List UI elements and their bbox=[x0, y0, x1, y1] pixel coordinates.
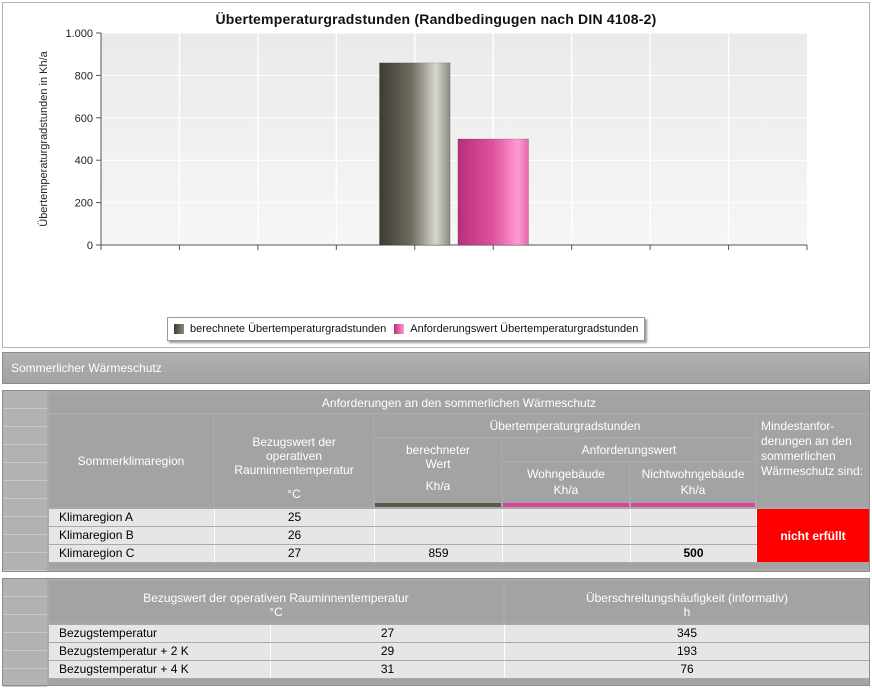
header-exceedance bbox=[505, 581, 869, 623]
bar-calculated bbox=[379, 63, 450, 245]
cell-residential bbox=[503, 545, 631, 562]
y-tick-label: 400 bbox=[74, 155, 93, 168]
cell-reference: 26 bbox=[215, 527, 375, 544]
y-tick-label: 600 bbox=[74, 112, 93, 125]
y-tick-label: 800 bbox=[74, 70, 93, 83]
legend-swatch-requirement bbox=[394, 324, 404, 334]
cell-residential bbox=[503, 509, 631, 526]
chart-title: Übertemperaturgradstunden (Randbedingugen nach DIN 4108-2) bbox=[215, 11, 657, 27]
chart-svg bbox=[3, 3, 869, 347]
legend-label-requirement: Anforderungswert Übertemperaturgradstunden bbox=[410, 323, 639, 335]
section-header: Sommerlicher Wärmeschutz bbox=[2, 352, 870, 384]
header-nonresidential-label: Nichtwohngebäude bbox=[641, 467, 745, 481]
cell-calculated bbox=[375, 509, 503, 526]
cell-residential bbox=[503, 527, 631, 544]
cell-region: Klimaregion C bbox=[49, 545, 215, 562]
table-footer-bar bbox=[49, 563, 869, 569]
legend-item-calculated bbox=[174, 323, 386, 335]
bar-requirement bbox=[458, 139, 529, 245]
header-minimum-label: Mindestanfor-derungen an den sommerlichen Wärmeschutz sind: bbox=[761, 419, 864, 478]
cell-label: Bezugstemperatur bbox=[49, 625, 271, 642]
cell-label: Bezugstemperatur + 4 K bbox=[49, 661, 271, 678]
header-residential-colorbar bbox=[503, 503, 629, 507]
cell-region: Klimaregion B bbox=[49, 527, 215, 544]
header-region-label: Sommerklimaregion bbox=[77, 454, 185, 468]
header-exceedance-label: Überschreitungshäufigkeit (informativ) bbox=[585, 591, 789, 605]
status-label: nicht erfüllt bbox=[780, 528, 846, 543]
header-calculated-label: berechneter Wert bbox=[405, 443, 471, 471]
header-reference-label: Bezugswert der operativen Rauminnentemperatur bbox=[234, 435, 354, 477]
plot-background bbox=[101, 33, 807, 245]
header-nonresidential-unit: Kh/a bbox=[680, 483, 706, 497]
y-tick-label: 1.000 bbox=[65, 28, 93, 40]
header-residential bbox=[503, 463, 629, 507]
cell-reference: 25 bbox=[215, 509, 375, 526]
cell-hours: 76 bbox=[505, 661, 869, 678]
cell-nonresidential bbox=[631, 527, 757, 544]
header-nonresidential bbox=[631, 463, 755, 507]
header-minimum bbox=[757, 415, 869, 507]
legend-item-requirement bbox=[394, 323, 638, 335]
header-calculated-unit: Kh/a bbox=[425, 479, 451, 493]
legend-swatch-calculated bbox=[174, 324, 184, 334]
row-header-column bbox=[3, 391, 47, 571]
cell-hours: 345 bbox=[505, 625, 869, 642]
table-footer-bar bbox=[49, 679, 869, 685]
header-reference-temperature-label: Bezugswert der operativen Rauminnentemperatur bbox=[143, 591, 409, 605]
cell-reference: 27 bbox=[215, 545, 375, 562]
cell-calculated: 859 bbox=[375, 545, 503, 562]
status-badge bbox=[757, 509, 869, 562]
header-reference-temperature-unit: °C bbox=[269, 605, 283, 619]
header-calculated-colorbar bbox=[375, 503, 501, 507]
requirements-table bbox=[2, 390, 870, 572]
cell-nonresidential: 500 bbox=[631, 545, 757, 562]
header-reference-unit: °C bbox=[287, 487, 301, 501]
header-reference bbox=[215, 415, 373, 507]
header-requirement: Anforderungswert bbox=[503, 439, 755, 461]
y-tick-label: 0 bbox=[86, 240, 93, 252]
header-nonresidential-colorbar bbox=[631, 503, 755, 507]
requirements-title: Anforderungen an den sommerlichen Wärmeschutz bbox=[49, 393, 869, 413]
y-axis-label: Übertemperaturgradstunden in Kh/a bbox=[38, 51, 50, 227]
cell-temperature: 31 bbox=[271, 661, 505, 678]
header-calculated bbox=[375, 439, 501, 507]
chart-legend bbox=[167, 317, 645, 341]
header-overheating-group: Übertemperaturgradstunden bbox=[375, 415, 755, 437]
cell-region: Klimaregion A bbox=[49, 509, 215, 526]
header-region bbox=[49, 415, 213, 507]
header-reference-temperature bbox=[49, 581, 503, 623]
cell-temperature: 27 bbox=[271, 625, 505, 642]
header-residential-label: Wohngebäude bbox=[527, 467, 605, 481]
header-residential-unit: Kh/a bbox=[553, 483, 579, 497]
header-exceedance-unit: h bbox=[683, 605, 691, 619]
cell-label: Bezugstemperatur + 2 K bbox=[49, 643, 271, 660]
frequency-table bbox=[2, 578, 870, 686]
row-header-column bbox=[3, 579, 47, 685]
legend-label-calculated: berechnete Übertemperaturgradstunden bbox=[190, 323, 387, 335]
cell-nonresidential bbox=[631, 509, 757, 526]
cell-temperature: 29 bbox=[271, 643, 505, 660]
y-tick-label: 200 bbox=[74, 197, 93, 210]
chart-panel bbox=[2, 2, 870, 348]
cell-calculated bbox=[375, 527, 503, 544]
cell-hours: 193 bbox=[505, 643, 869, 660]
